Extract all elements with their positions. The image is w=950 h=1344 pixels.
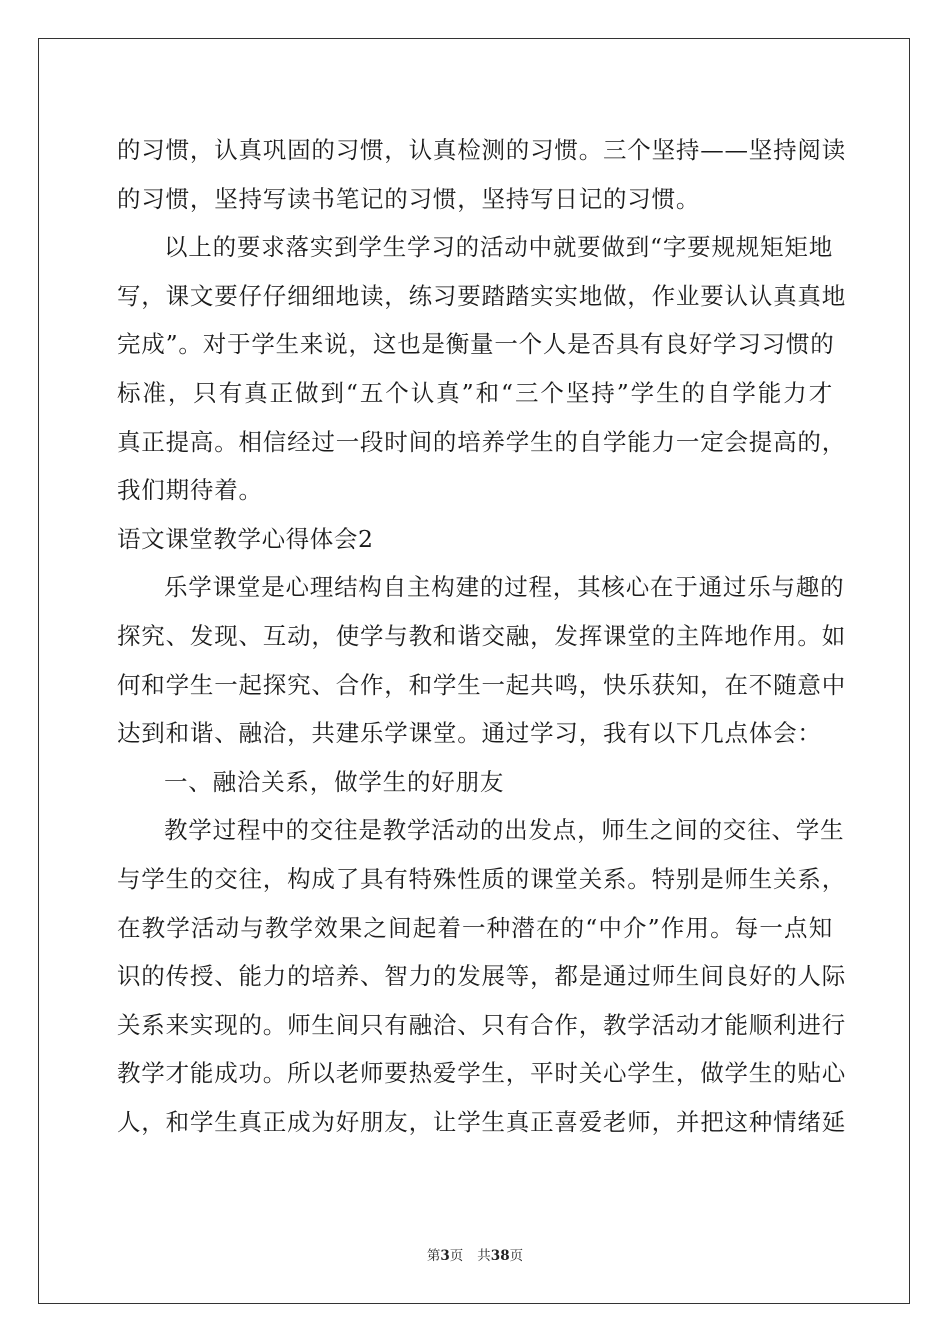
text-line: 达到和谐、融洽，共建乐学课堂。通过学习，我有以下几点体会： <box>117 719 822 748</box>
text-line: 完成”。对于学生来说，这也是衡量一个人是否具有良好学习习惯的 <box>117 330 835 359</box>
text-line: 探究、发现、互动，使学与教和谐交融，发挥课堂的主阵地作用。如 <box>117 621 846 650</box>
subsection-heading: 一、融洽关系，做学生的好朋友 <box>164 767 505 796</box>
text-line: 识的传授、能力的培养、智力的发展等，都是通过师生间良好的人际 <box>117 962 846 991</box>
text-line: 教学才能成功。所以老师要热爱学生，平时关心学生，做学生的贴心 <box>117 1059 846 1088</box>
text-line: 的习惯，认真巩固的习惯，认真检测的习惯。三个坚持——坚持阅读 <box>117 136 846 164</box>
paragraph-start-line: 以上的要求落实到学生学习的活动中就要做到“字要规规矩矩地 <box>164 233 833 262</box>
paragraph-start-line: 教学过程中的交往是教学活动的出发点，师生之间的交往、学生 <box>164 816 845 845</box>
text-line: 在教学活动与教学效果之间起着一种潜在的“中介”作用。每一点知 <box>117 913 833 942</box>
text-line: 标准，只有真正做到“五个认真”和“三个坚持”学生的自学能力才 <box>117 378 833 407</box>
text-line: 写，课文要仔仔细细地读，练习要踏踏实实地做，作业要认认真真地 <box>117 281 846 310</box>
page-footer <box>0 1244 950 1264</box>
section-heading: 语文课堂教学心得体会2 <box>117 524 374 553</box>
document-body <box>117 126 846 1146</box>
total-pages: 38 <box>490 1248 510 1264</box>
text-line: 我们期待着。 <box>117 476 263 505</box>
page-suffix: 页 <box>449 1248 464 1264</box>
paragraph-start-line: 乐学课堂是心理结构自主构建的过程，其核心在于通过乐与趣的 <box>164 573 845 602</box>
total-prefix: 共 <box>477 1248 491 1264</box>
page-prefix: 第 <box>426 1248 441 1264</box>
page-number: 3 <box>440 1248 450 1264</box>
text-line: 人，和学生真正成为好朋友，让学生真正喜爱老师，并把这种情绪延 <box>117 1107 846 1136</box>
text-line: 真正提高。相信经过一段时间的培养学生的自学能力一定会提高的， <box>117 427 846 456</box>
text-line: 的习惯，坚持写读书笔记的习惯，坚持写日记的习惯。 <box>117 184 701 213</box>
total-suffix: 页 <box>509 1248 524 1264</box>
text-line: 关系来实现的。师生间只有融洽、只有合作，教学活动才能顺利进行 <box>117 1010 846 1039</box>
text-line: 何和学生一起探究、合作，和学生一起共鸣，快乐获知，在不随意中 <box>117 670 846 699</box>
text-line: 与学生的交往，构成了具有特殊性质的课堂关系。特别是师生关系， <box>117 864 846 893</box>
